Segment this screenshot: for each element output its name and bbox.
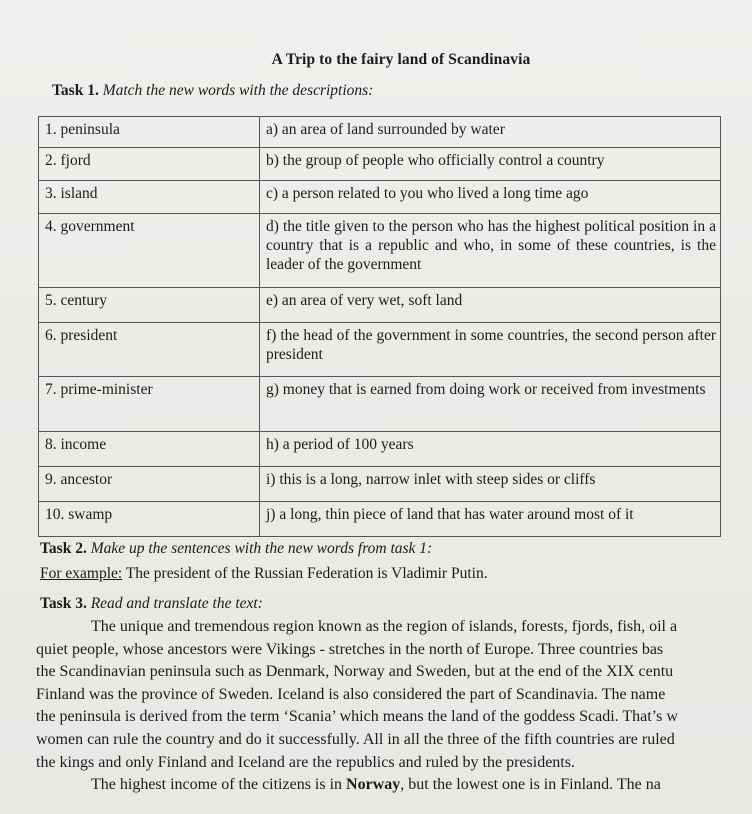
- description-cell: g) money that is earned from doing work or received from investments: [260, 377, 721, 432]
- text-segment: The highest income of the citizens is in: [91, 776, 347, 794]
- description-cell: b) the group of people who officially control a country: [260, 148, 721, 181]
- description-cell: a) an area of land surrounded by water: [260, 117, 721, 148]
- word-cell: 6. president: [39, 323, 260, 377]
- table-row: [39, 377, 721, 432]
- table-row: [39, 288, 721, 323]
- document-title: A Trip to the fairy land of Scandinavia: [271, 51, 531, 68]
- description-cell: e) an area of very wet, soft land: [260, 288, 721, 323]
- task3-instruction: Read and translate the text:: [90, 595, 263, 612]
- text-line: Finland was the province of Sweden. Iceland is also considered the part of Scandinavia. The name: [36, 685, 666, 703]
- text-segment: , but the lowest one is in Finland. The na: [400, 776, 661, 794]
- text-line: women can rule the country and do it successfully. All in all the three of the fifth countries are ruled: [36, 730, 675, 748]
- description-cell: c) a person related to you who lived a long time ago: [260, 181, 721, 214]
- description-cell: d) the title given to the person who has the highest political position in a country that is a republic and who, in some of these countries, is the leader of the government: [260, 214, 721, 288]
- word-cell: 2. fjord: [39, 148, 260, 181]
- text-line-last: [36, 774, 752, 797]
- description-cell: h) a period of 100 years: [260, 432, 721, 467]
- task2-instruction: Make up the sentences with the new words from task 1:: [90, 540, 433, 557]
- table-row: [39, 214, 721, 288]
- word-cell: 8. income: [39, 432, 260, 467]
- table-row: [39, 323, 721, 377]
- text-line: the peninsula is derived from the term ‘Scania’ which means the land of the goddess Scadi. That’s w: [36, 708, 678, 726]
- word-cell: 7. prime-minister: [39, 377, 260, 432]
- task1-heading: [52, 82, 373, 100]
- description-cell: f) the head of the government in some countries, the second person after president: [260, 323, 721, 377]
- table-row: [39, 148, 721, 181]
- table-row: [39, 117, 721, 148]
- table-row: [39, 432, 721, 467]
- word-cell: 9. ancestor: [39, 467, 260, 502]
- task3-heading: [40, 595, 263, 613]
- word-cell: 10. swamp: [39, 502, 260, 537]
- text-line: The unique and tremendous region known as the region of islands, forests, fjords, fish, oil a: [91, 618, 678, 635]
- word-cell: 5. century: [39, 288, 260, 323]
- table-row: [39, 502, 721, 537]
- description-cell: j) a long, thin piece of land that has water around most of it: [260, 502, 721, 537]
- task2-label: Task 2.: [40, 540, 87, 557]
- text-bold-norway: Norway: [346, 776, 401, 794]
- example-label: For example:: [40, 565, 123, 582]
- task1-instruction: Match the new words with the descriptions:: [102, 82, 374, 99]
- word-cell: 3. island: [39, 181, 260, 214]
- task2-example: [40, 565, 488, 583]
- table-row: [39, 181, 721, 214]
- text-line: the kings and only Finland and Iceland are the republics and ruled by the presidents.: [36, 753, 575, 771]
- word-cell: 4. government: [39, 214, 260, 288]
- task2-heading: [40, 540, 432, 558]
- reading-text: [36, 616, 752, 797]
- matching-table: [38, 116, 721, 537]
- text-line: quiet people, whose ancestors were Vikings - stretches in the north of Europe. Three countries bas: [36, 640, 664, 658]
- task1-label: Task 1.: [52, 82, 99, 99]
- table-row: [39, 467, 721, 502]
- example-text: The president of the Russian Federation is Vladimir Putin.: [122, 565, 488, 582]
- task3-label: Task 3.: [40, 595, 87, 612]
- description-cell: i) this is a long, narrow inlet with steep sides or cliffs: [260, 467, 721, 502]
- text-line: the Scandinavian peninsula such as Denmark, Norway and Sweden, but at the end of the XIX centu: [36, 663, 674, 681]
- word-cell: 1. peninsula: [39, 117, 260, 148]
